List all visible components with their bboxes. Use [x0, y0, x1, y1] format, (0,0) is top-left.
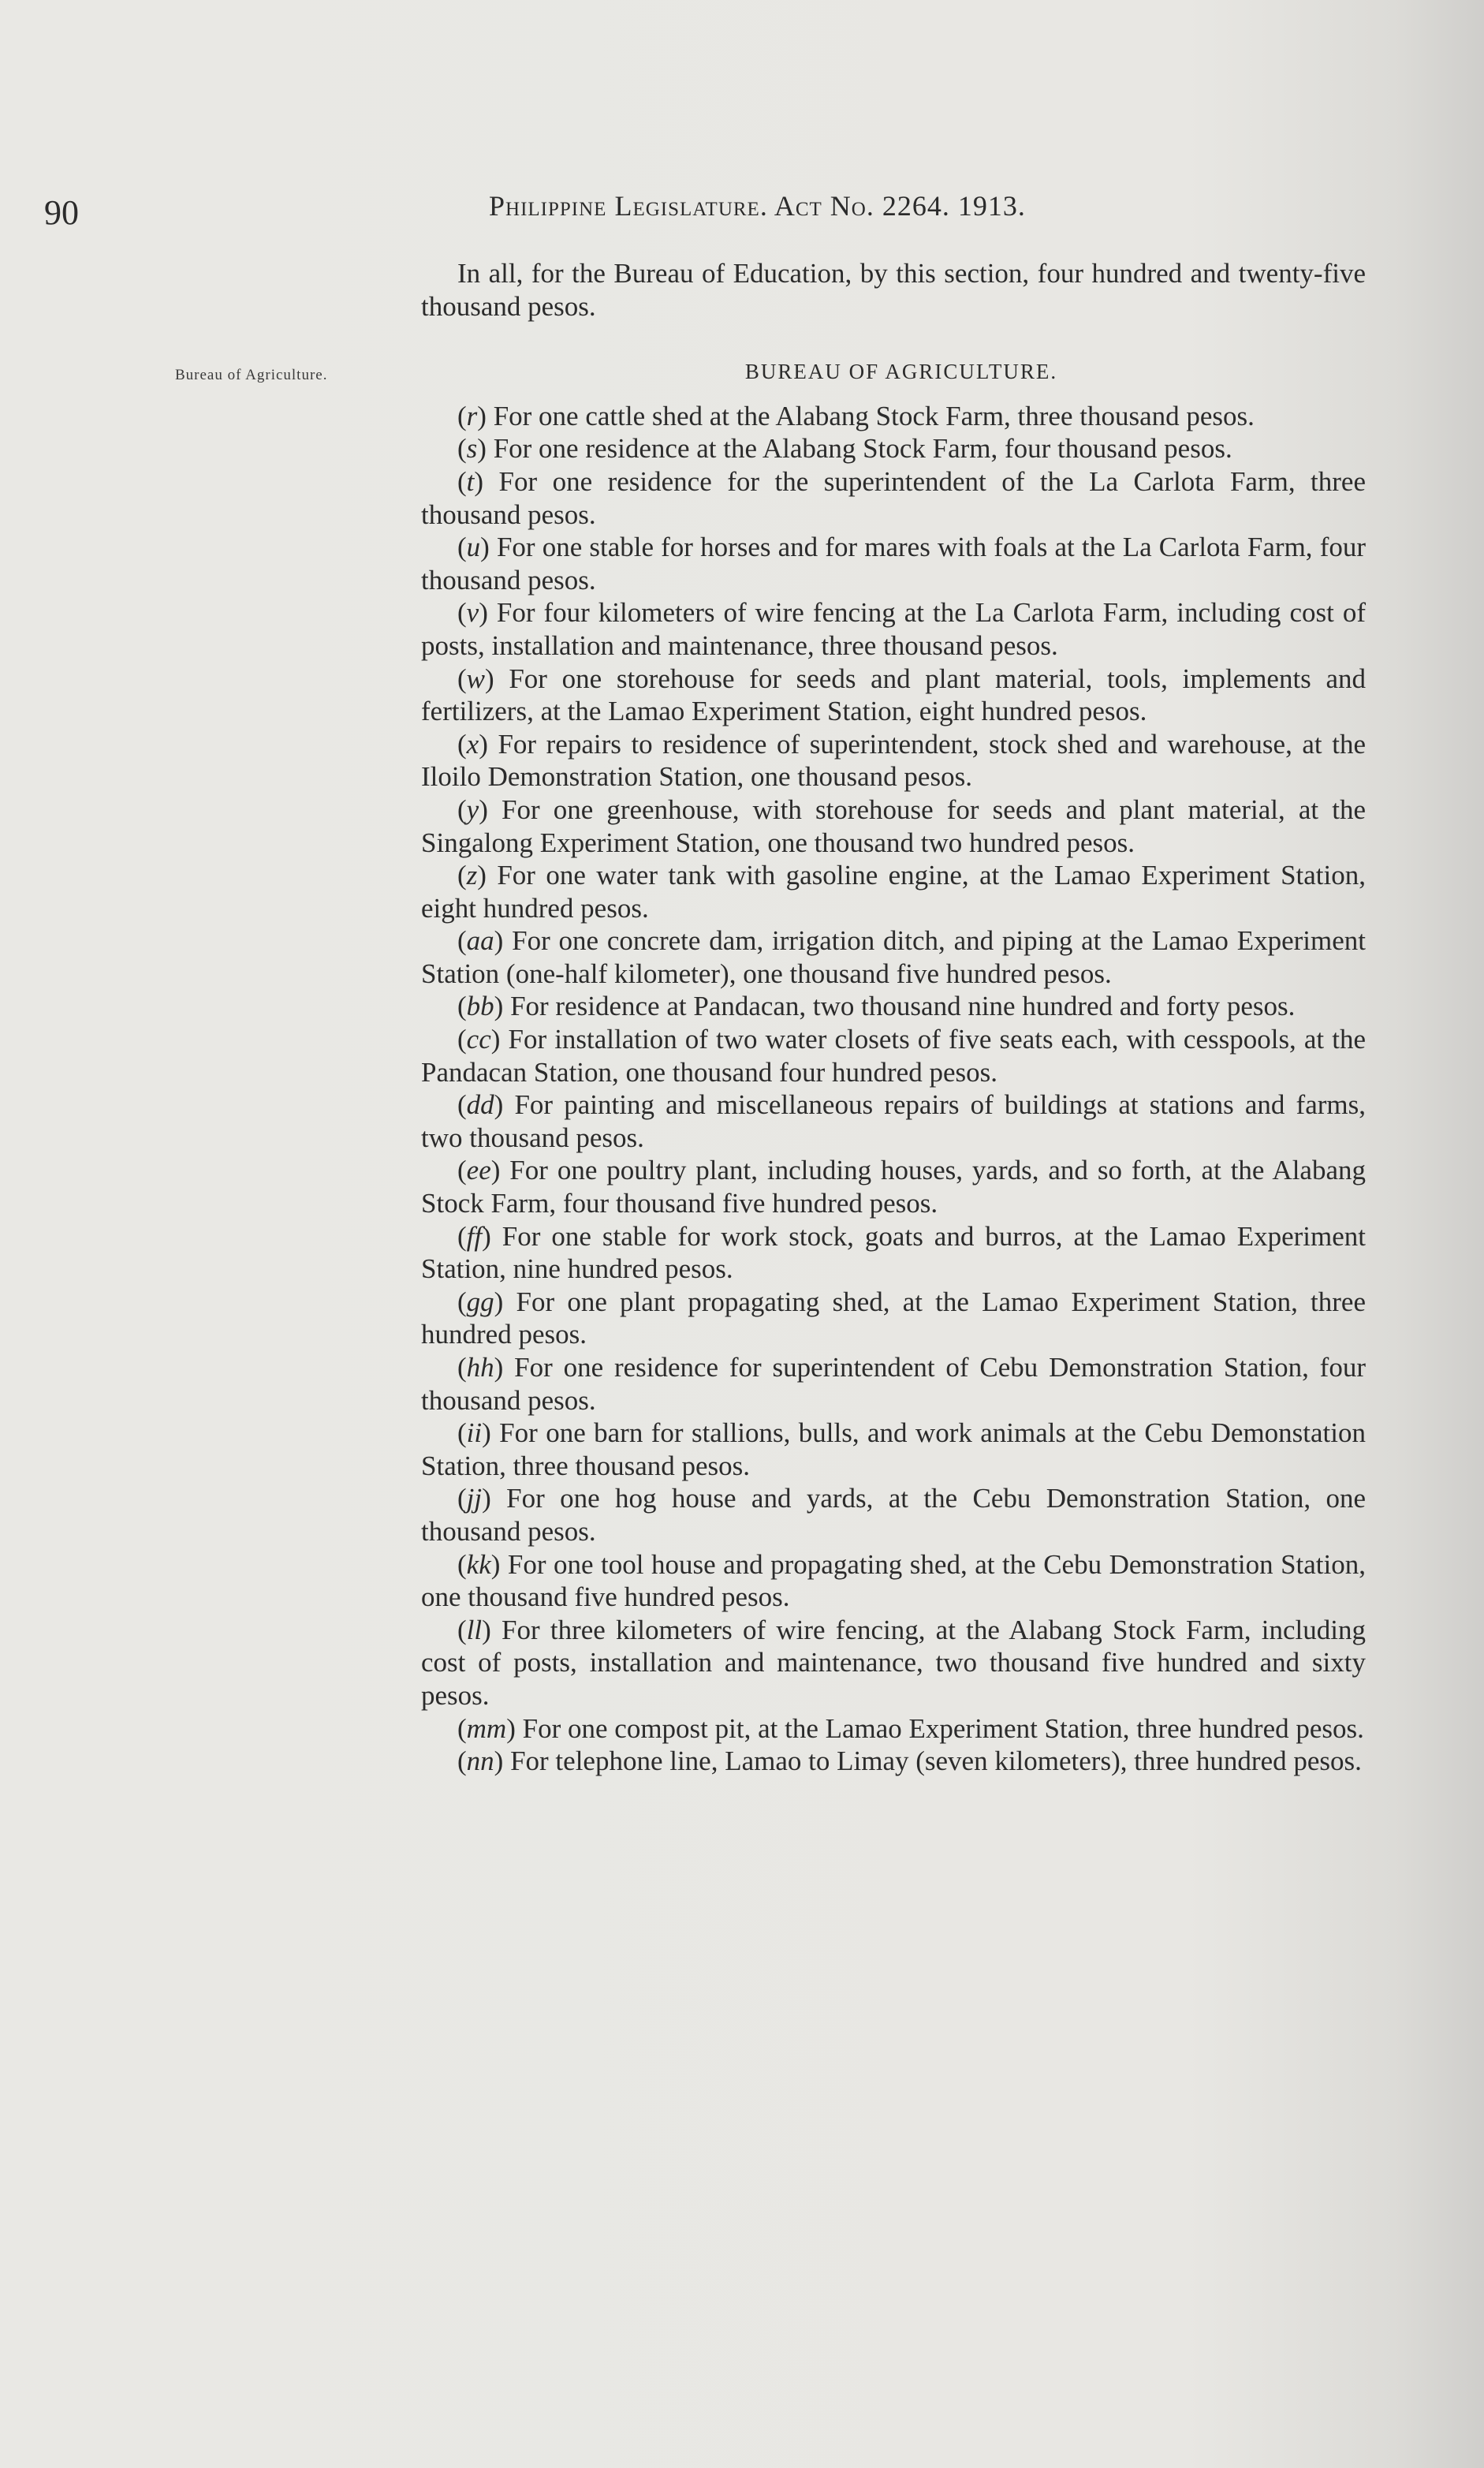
- appropriation-item: (x) For repairs to residence of superintendent, stock shed and warehouse, at the Iloilo Demonstration Station, one thousand pesos.: [421, 728, 1366, 793]
- appropriation-item: (jj) For one hog house and yards, at the Cebu Demonstration Station, one thousand pesos.: [421, 1483, 1366, 1547]
- appropriation-item: (aa) For one concrete dam, irrigation ditch, and piping at the Lamao Experiment Station (one-half kilometer), one thousand five hundred pesos.: [421, 925, 1367, 989]
- item-letter: s: [466, 433, 478, 465]
- intro-paragraph: In all, for the Bureau of Education, by this section, four hundred and twenty-five thousand pesos.: [421, 258, 1366, 322]
- item-letter: ll: [466, 1614, 483, 1645]
- running-head: Philippine Legislature. Act No. 2264. 1913.: [489, 190, 1026, 222]
- item-text: For one hog house and yards, at the Cebu Demonstration Station, one thousand pesos.: [421, 1483, 1366, 1547]
- appropriation-item: (y) For one greenhouse, with storehouse for seeds and plant material, at the Singalong Experiment Station, one thousand two hundred pesos.: [421, 793, 1367, 858]
- item-text: For four kilometers of wire fencing at the La Carlota Farm, including cost of posts, installation and maintenance, three thousand pesos.: [421, 597, 1367, 661]
- appropriation-item: (bb) For residence at Pandacan, two thousand nine hundred and forty pesos.: [457, 991, 1296, 1022]
- item-text: For painting and miscellaneous repairs of buildings at stations and farms, two thousand pesos.: [421, 1089, 1366, 1153]
- item-letter: x: [466, 728, 479, 760]
- item-text: For installation of two water closets of five seats each, with cesspools, at the Pandacan Station, one thousand four hundred pesos.: [421, 1024, 1367, 1088]
- item-letter: z: [466, 860, 478, 891]
- appropriation-item: (mm) For one compost pit, at the Lamao Experiment Station, three hundred pesos.: [457, 1712, 1364, 1744]
- item-letter: hh: [466, 1352, 494, 1383]
- item-text: For three kilometers of wire fencing, at the Alabang Stock Farm, including cost of posts, installation and maintenance, two thousand five hundred and sixty pesos.: [421, 1614, 1367, 1711]
- appropriation-list: [421, 400, 1366, 1778]
- appropriation-item: (u) For one stable for horses and for mares with foals at the La Carlota Farm, four thousand pesos.: [421, 532, 1366, 596]
- item-letter: ff: [466, 1220, 483, 1252]
- appropriation-item: (w) For one storehouse for seeds and plant material, tools, implements and fertilizers, at the Lamao Experiment Station, eight hundred pesos.: [421, 663, 1367, 727]
- appropriation-item: (ff) For one stable for work stock, goats and burros, at the Lamao Experiment Station, nine hundred pesos.: [421, 1220, 1366, 1285]
- item-text: For one stable for work stock, goats and burros, at the Lamao Experiment Station, nine hundred pesos.: [421, 1220, 1366, 1285]
- item-letter: kk: [466, 1548, 491, 1580]
- appropriation-item: (ll) For three kilometers of wire fencing, at the Alabang Stock Farm, including cost of posts, installation and maintenance, two thousand five hundred and sixty pesos.: [421, 1614, 1367, 1711]
- item-text: For repairs to residence of superintendent, stock shed and warehouse, at the Iloilo Demonstration Station, one thousand pesos.: [421, 728, 1366, 793]
- item-letter: v: [466, 597, 479, 629]
- appropriation-item: (nn) For telephone line, Lamao to Limay (seven kilometers), three hundred pesos.: [457, 1746, 1362, 1777]
- appropriation-item: (kk) For one tool house and propagating shed, at the Cebu Demonstration Station, one thousand five hundred pesos.: [421, 1548, 1366, 1613]
- item-letter: ee: [466, 1155, 491, 1186]
- item-letter: y: [466, 793, 479, 825]
- appropriation-item: (s) For one residence at the Alabang Stock Farm, four thousand pesos.: [457, 433, 1232, 465]
- item-text: For one plant propagating shed, at the Lamao Experiment Station, three hundred pesos.: [421, 1286, 1367, 1350]
- item-letter: t: [466, 465, 475, 497]
- item-letter: bb: [466, 991, 494, 1022]
- appropriation-item: (ee) For one poultry plant, including houses, yards, and so forth, at the Alabang Stock Farm, four thousand five hundred pesos.: [421, 1155, 1366, 1219]
- item-text: For one storehouse for seeds and plant material, tools, implements and fertilizers, at the Lamao Experiment Station, eight hundred pesos.: [421, 663, 1367, 727]
- item-text: For one tool house and propagating shed, at the Cebu Demonstration Station, one thousand five hundred pesos.: [421, 1548, 1366, 1613]
- item-letter: cc: [466, 1024, 491, 1055]
- item-letter: nn: [466, 1746, 494, 1777]
- item-text: For one residence at the Alabang Stock Farm, four thousand pesos.: [493, 433, 1232, 465]
- item-letter: dd: [466, 1089, 494, 1121]
- item-text: For residence at Pandacan, two thousand nine hundred and forty pesos.: [510, 991, 1296, 1022]
- item-letter: r: [466, 400, 478, 431]
- item-letter: mm: [466, 1712, 507, 1744]
- item-letter: aa: [466, 925, 494, 957]
- item-text: For one water tank with gasoline engine, at the Lamao Experiment Station, eight hundred pesos.: [421, 860, 1367, 924]
- appropriation-item: (ii) For one barn for stallions, bulls, and work animals at the Cebu Demonstation Station, three thousand pesos.: [421, 1417, 1367, 1481]
- item-letter: gg: [466, 1286, 494, 1317]
- appropriation-item: (gg) For one plant propagating shed, at the Lamao Experiment Station, three hundred pesos.: [421, 1286, 1367, 1350]
- appropriation-item: (cc) For installation of two water closets of five seats each, with cesspools, at the Pandacan Station, one thousand four hundred pesos.: [421, 1024, 1367, 1088]
- item-text: For one residence for the superintendent of the La Carlota Farm, three thousand pesos.: [421, 465, 1366, 530]
- item-letter: w: [466, 663, 486, 694]
- item-text: For one cattle shed at the Alabang Stock Farm, three thousand pesos.: [493, 400, 1255, 431]
- appropriation-item: (v) For four kilometers of wire fencing at the La Carlota Farm, including cost of posts, installation and maintenance, three thousand pesos.: [421, 597, 1367, 661]
- item-text: For one poultry plant, including houses, yards, and so forth, at the Alabang Stock Farm, four thousand five hundred pesos.: [421, 1155, 1366, 1219]
- appropriation-item: (hh) For one residence for superintendent of Cebu Demonstration Station, four thousand pesos.: [421, 1352, 1366, 1416]
- item-text: For one compost pit, at the Lamao Experiment Station, three hundred pesos.: [522, 1712, 1364, 1744]
- item-text: For one residence for superintendent of Cebu Demonstration Station, four thousand pesos.: [421, 1352, 1366, 1416]
- item-text: For one greenhouse, with storehouse for seeds and plant material, at the Singalong Experiment Station, one thousand two hundred pesos.: [421, 793, 1367, 858]
- item-letter: ii: [466, 1417, 483, 1449]
- body-text: [421, 257, 1366, 1778]
- section-heading: BUREAU OF AGRICULTURE.: [744, 360, 1058, 384]
- item-text: For one barn for stallions, bulls, and work animals at the Cebu Demonstation Station, three thousand pesos.: [421, 1417, 1367, 1481]
- page-number: 90: [44, 193, 79, 232]
- item-letter: u: [466, 532, 481, 563]
- appropriation-item: (dd) For painting and miscellaneous repairs of buildings at stations and farms, two thousand pesos.: [421, 1089, 1366, 1153]
- item-text: For one concrete dam, irrigation ditch, and piping at the Lamao Experiment Station (one-half kilometer), one thousand five hundred pesos.: [421, 925, 1367, 989]
- margin-note: Bureau of Agriculture.: [175, 367, 328, 383]
- item-text: For one stable for horses and for mares with foals at the La Carlota Farm, four thousand pesos.: [421, 532, 1366, 596]
- item-letter: jj: [466, 1483, 483, 1514]
- item-text: For telephone line, Lamao to Limay (seven kilometers), three hundred pesos.: [510, 1746, 1362, 1777]
- appropriation-item: (z) For one water tank with gasoline engine, at the Lamao Experiment Station, eight hundred pesos.: [421, 860, 1367, 924]
- appropriation-item: (t) For one residence for the superintendent of the La Carlota Farm, three thousand pesos.: [421, 465, 1366, 530]
- appropriation-item: (r) For one cattle shed at the Alabang Stock Farm, three thousand pesos.: [457, 400, 1255, 431]
